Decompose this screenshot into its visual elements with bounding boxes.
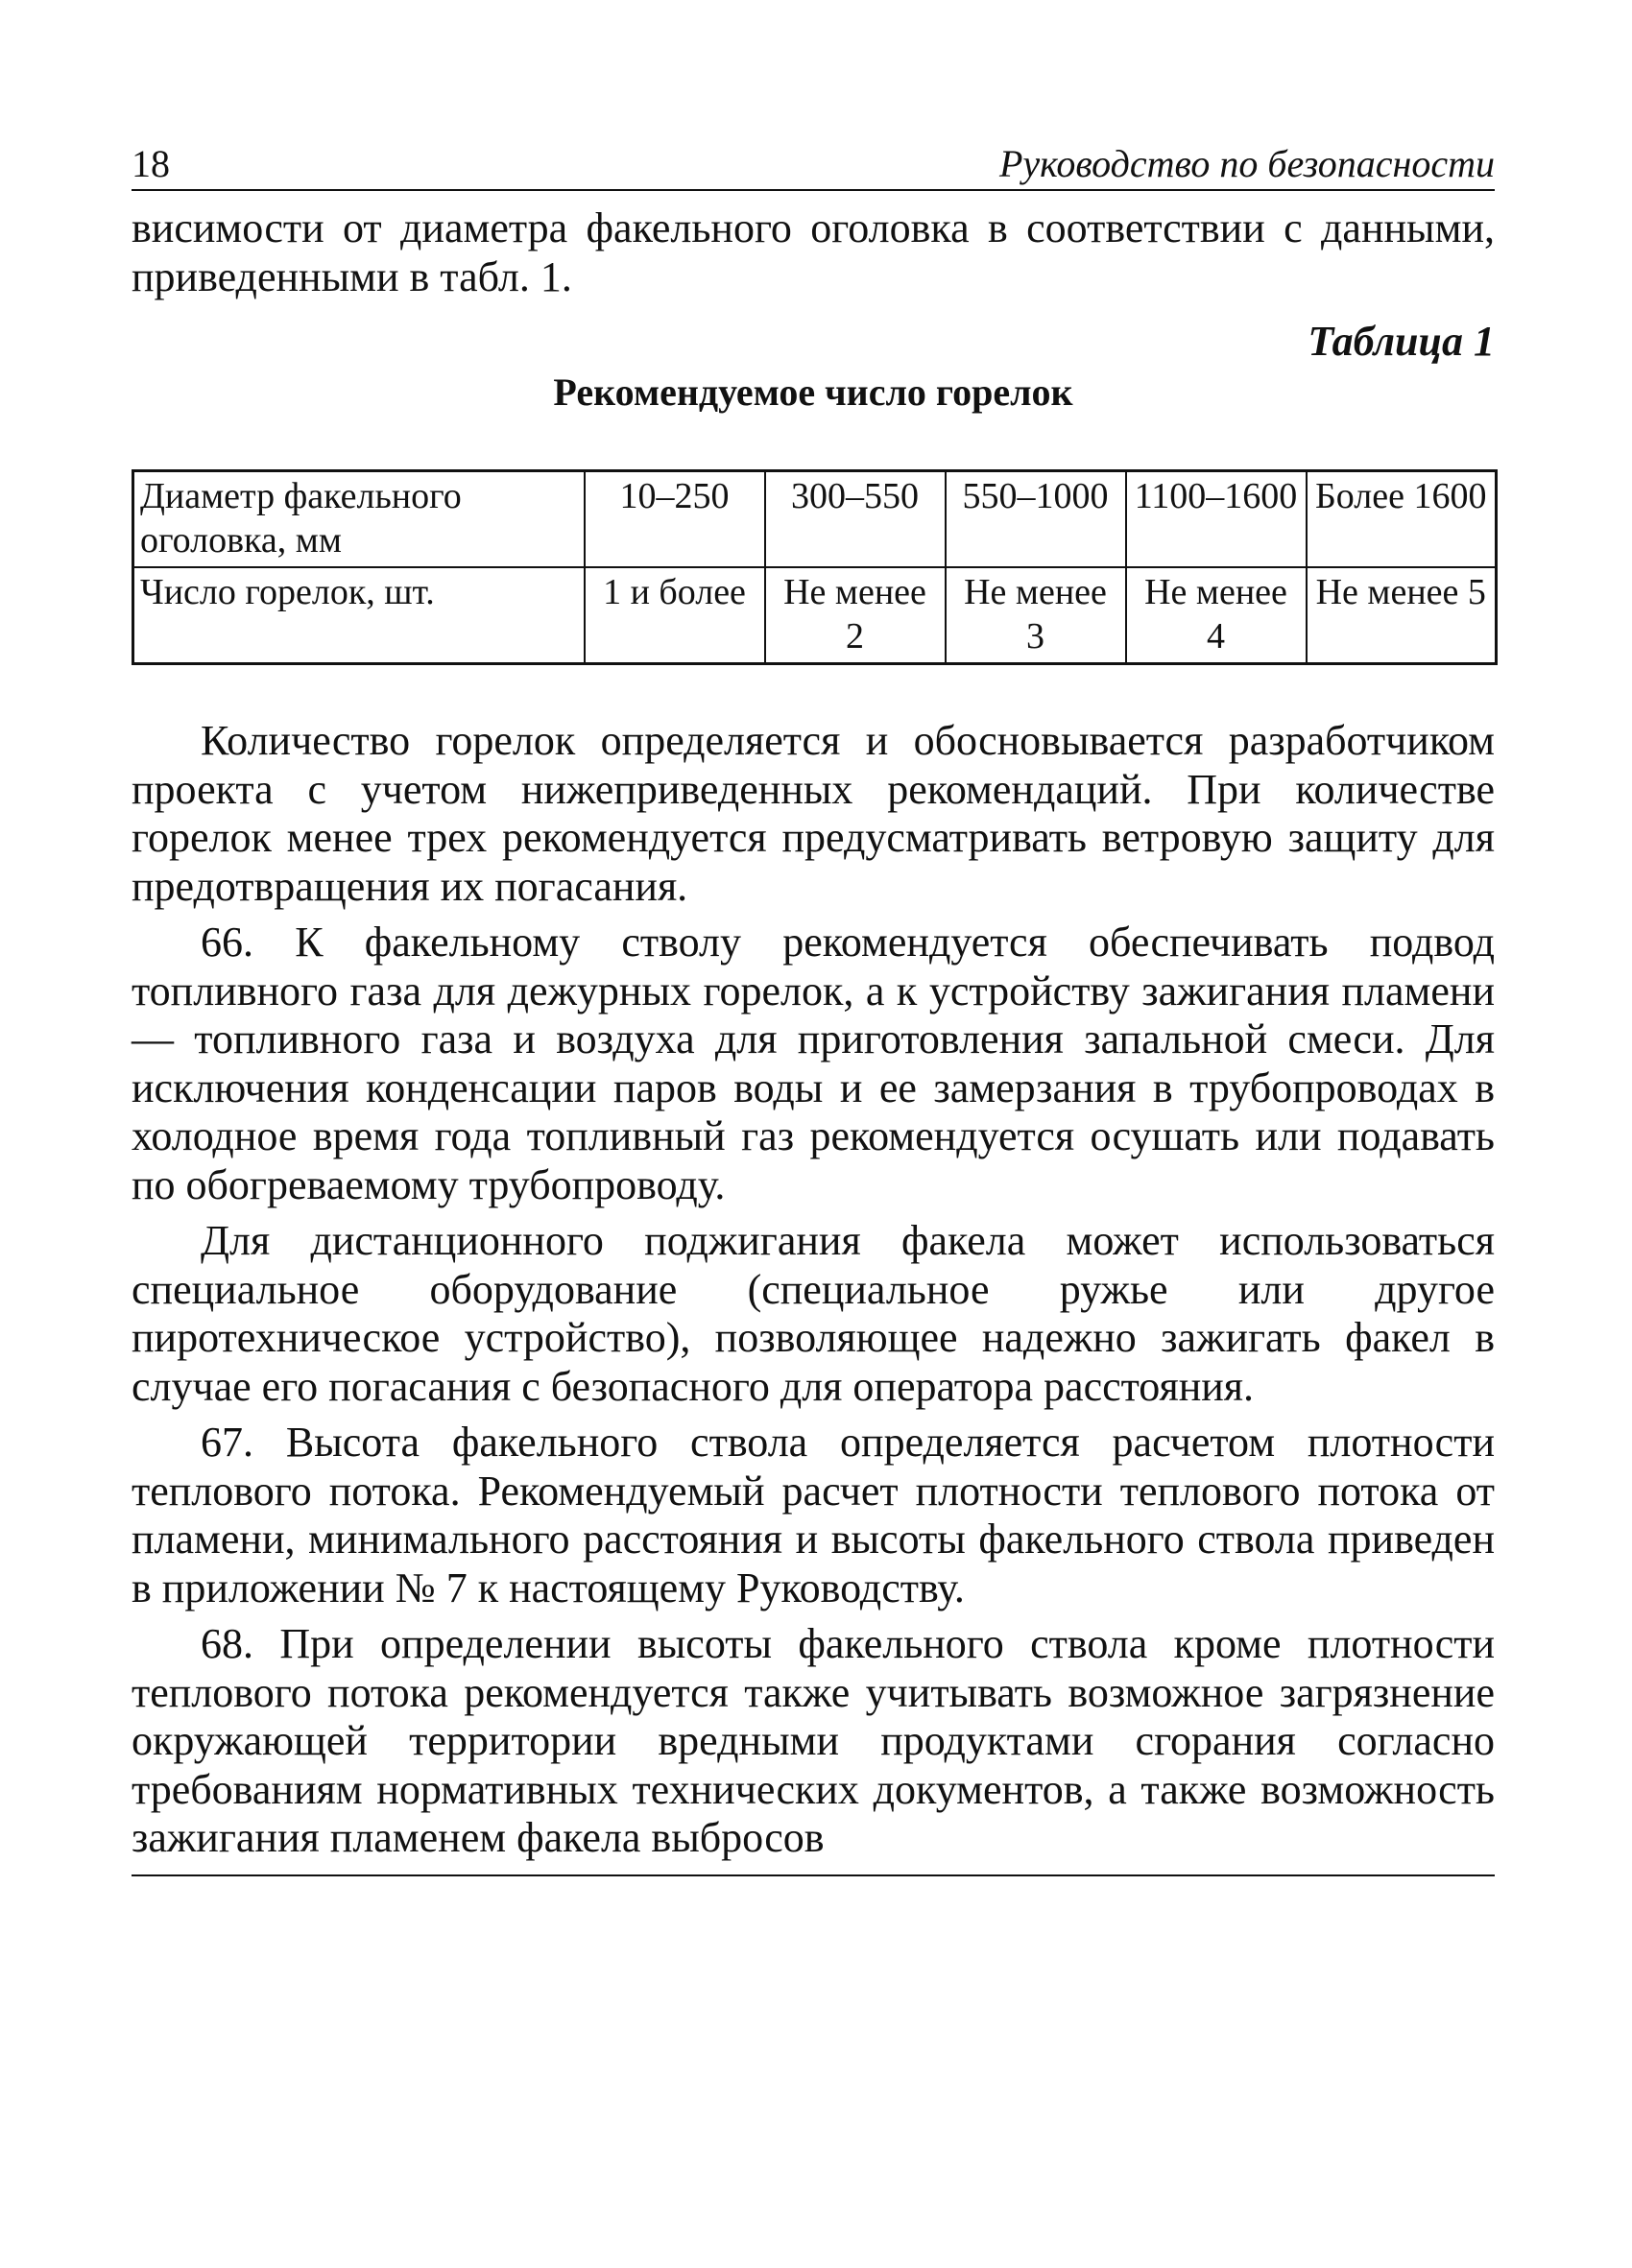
document-page <box>132 139 1495 1876</box>
page-number: 18 <box>132 142 170 185</box>
paragraph: 67. Высота факельного ствола определяется расчетом плотности теплового потока. Рекомендуемый расчет плотности теплового потока от пламени, минимального расстояния и высоты факельного ствола приведен в приложении № 7 к настоящему Руководству. <box>132 1419 1495 1611</box>
table-cell: Не менее 2 <box>765 567 946 664</box>
running-header <box>132 139 1495 191</box>
intro-paragraph: висимости от диаметра факельного оголовка в соответствии с данными, приведенными в табл. 1. <box>132 204 1495 300</box>
table-row <box>133 471 1497 568</box>
footer-rule <box>132 1874 1495 1876</box>
table-cell: Более 1600 <box>1307 471 1497 568</box>
paragraph: Количество горелок определяется и обосновывается разработчиком проекта с учетом нижеприведенных рекомендаций. При количестве горелок менее трех рекомендуется предусматривать ветровую защиту для предотвращения их погасания. <box>132 717 1495 910</box>
table-row-header: Число горелок, шт. <box>133 567 585 664</box>
paragraph: 68. При определении высоты факельного ствола кроме плотности теплового потока рекомендуется также учитывать возможное загрязнение окружающей территории вредными продуктами сгорания согласно требованиям нормативных технических документов, а также возможность зажигания пламенем факела выбросов <box>132 1620 1495 1861</box>
table-cell: Не менее 3 <box>946 567 1126 664</box>
table-cell: 1 и более <box>585 567 765 664</box>
table-row-header: Диаметр факельного оголовка, мм <box>133 471 585 568</box>
table-cell: 1100–1600 <box>1126 471 1307 568</box>
table-cell: Не менее 4 <box>1126 567 1307 664</box>
paragraph: Для дистанционного поджигания факела может использоваться специальное оборудование (специальное ружье или другое пиротехническое устройство), позволяющее надежно зажигать факел в случае его погасания с безопасного для оператора расстояния. <box>132 1217 1495 1410</box>
table-label: Таблица 1 <box>1308 318 1495 365</box>
table-title: Рекомендуемое число горелок <box>553 370 1073 414</box>
table-row <box>133 567 1497 664</box>
table-cell: Не менее 5 <box>1307 567 1497 664</box>
table-cell: 10–250 <box>585 471 765 568</box>
paragraph: 66. К факельному стволу рекомендуется обеспечивать подвод топливного газа для дежурных горелок, а к устройству зажигания пламени — топливного газа и воздуха для приготовления запальной смеси. Для исключения конденсации паров воды и ее замерзания в трубопроводах в холодное время года топливный газ рекомендуется осушать или подавать по обогреваемому трубопроводу. <box>132 919 1495 1208</box>
table-cell: 550–1000 <box>946 471 1126 568</box>
table-cell: 300–550 <box>765 471 946 568</box>
body-text <box>132 717 1495 1863</box>
running-title: Руководство по безопасности <box>998 142 1495 185</box>
burner-count-table <box>132 469 1498 665</box>
